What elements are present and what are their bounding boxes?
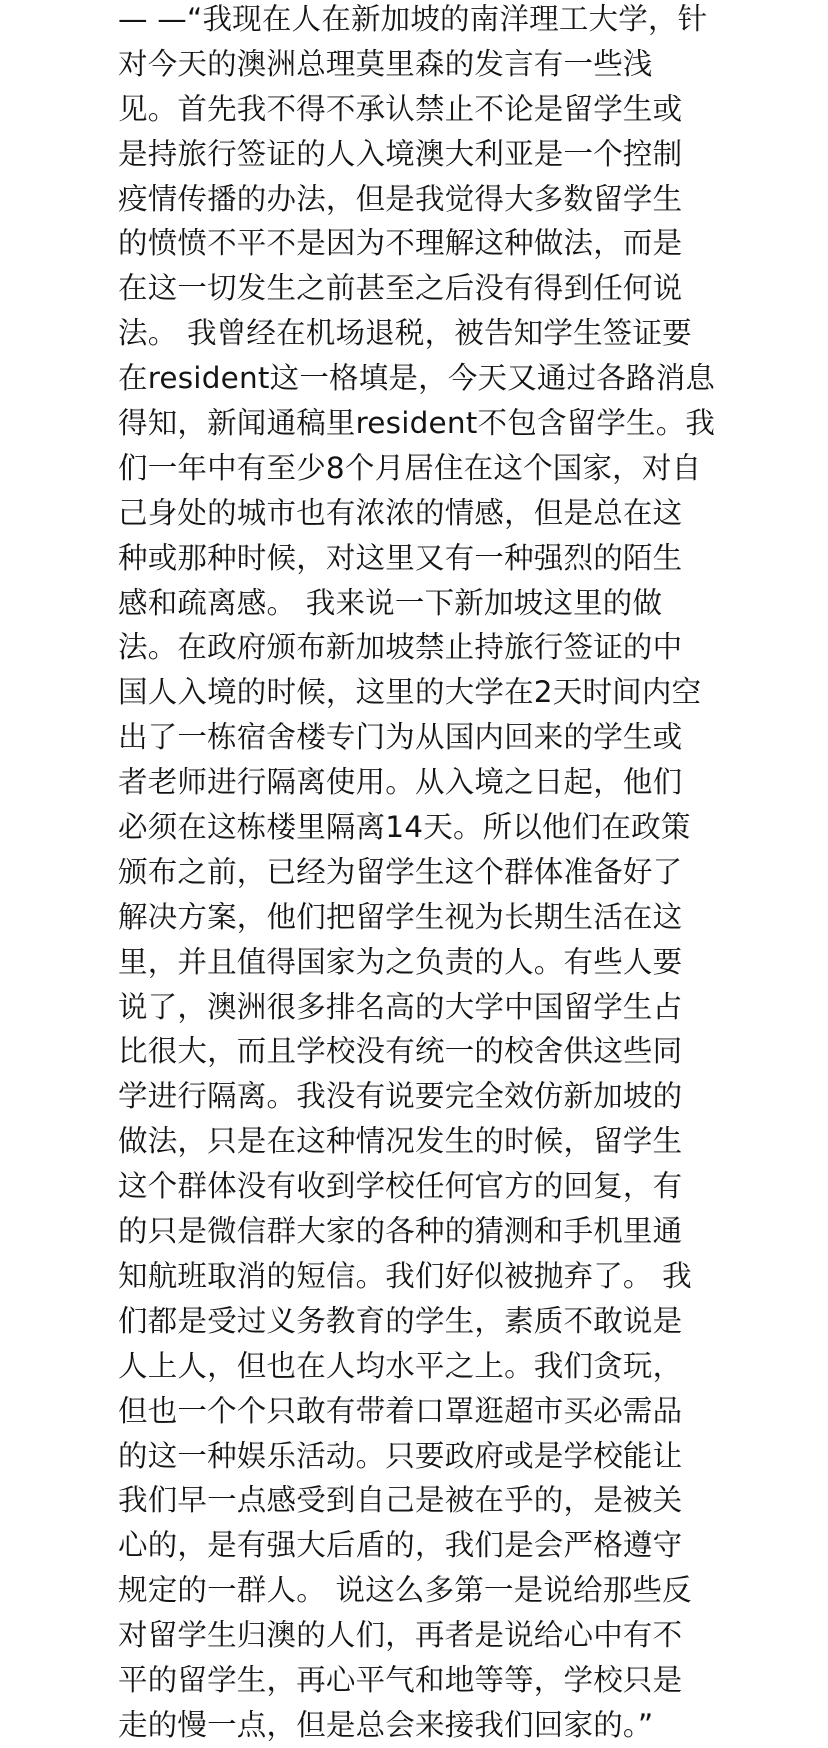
text-line: 种或那种时候，对这里又有一种强烈的陌生 [118,540,683,575]
text-line: 对今天的澳洲总理莫里森的发言有一些浅 [118,46,653,81]
text-line: 走的慢一点，但是总会来接我们回家的。” [118,1707,654,1742]
text-line: 规定的一群人。 说这么多第一是说给那些反 [118,1573,692,1608]
text-line: 知航班取消的短信。我们好似被抛弃了。 我 [118,1258,692,1293]
text-line: 们都是受过义务教育的学生，素质不敢说是 [118,1303,683,1338]
text-line: 的这一种娱乐活动。只要政府或是学校能让 [118,1438,683,1473]
document-body [118,0,798,1748]
text-line: 心的，是有强大后盾的，我们是会严格遵守 [118,1528,683,1563]
text-line: 比很大，而且学校没有统一的校舍供这些同 [118,1034,683,1069]
text-line: 出了一栋宿舍楼专门为从国内回来的学生或 [118,720,683,755]
text-line: 己身处的城市也有浓浓的情感，但是总在这 [118,495,683,530]
text-line: 是持旅行签证的人入境澳大利亚是一个控制 [118,136,683,171]
text-line: 在这一切发生之前甚至之后没有得到任何说 [118,271,683,306]
text-line: — —“我现在人在新加坡的南洋理工大学，针 [118,2,708,36]
text-line: 学进行隔离。我没有说要完全效仿新加坡的 [118,1079,683,1114]
text-line: 里，并且值得国家为之负责的人。有些人要 [118,944,683,979]
text-line: 做法，只是在这种情况发生的时候，留学生 [118,1124,683,1159]
text-line: 者老师进行隔离使用。从入境之日起，他们 [118,765,683,800]
text-line: 的愤愤不平不是因为不理解这种做法，而是 [118,226,683,261]
text-line: 对留学生归澳的人们，再者是说给心中有不 [118,1618,683,1653]
text-line: 们一年中有至少8个月居住在这个国家，对自 [118,450,702,485]
text-line: 得知，新闻通稿里resident不包含留学生。我 [118,406,716,441]
text-line: 国人入境的时候，这里的大学在2天时间内空 [118,675,702,710]
text-line: 的只是微信群大家的各种的猜测和手机里通 [118,1214,683,1249]
text-line: 这个群体没有收到学校任何官方的回复，有 [118,1169,683,1204]
text-line: 人上人，但也在人均水平之上。我们贪玩， [118,1348,683,1383]
text-line: 说了，澳洲很多排名高的大学中国留学生占 [118,989,683,1024]
text-line: 我们早一点感受到自己是被在乎的，是被关 [118,1483,683,1518]
text-line: 必须在这栋楼里隔离14天。所以他们在政策 [118,810,691,845]
text-line: 感和疏离感。 我来说一下新加坡这里的做 [118,585,663,620]
text-line: 疫情传播的办法，但是我觉得大多数留学生 [118,181,683,216]
text-line: 法。 我曾经在机场退税，被告知学生签证要 [118,316,692,351]
text-line: 平的留学生，再心平气和地等等，学校只是 [118,1662,683,1697]
text-line: 见。首先我不得不承认禁止不论是留学生或 [118,91,683,126]
text-line: 在resident这一格填是，今天又通过各路消息 [118,361,716,396]
text-line: 颁布之前，已经为留学生这个群体准备好了 [118,854,683,889]
text-line: 解决方案，他们把留学生视为长期生活在这 [118,899,683,934]
text-line: 但也一个个只敢有带着口罩逛超市买必需品 [118,1393,683,1428]
text-line: 法。在政府颁布新加坡禁止持旅行签证的中 [118,630,683,665]
